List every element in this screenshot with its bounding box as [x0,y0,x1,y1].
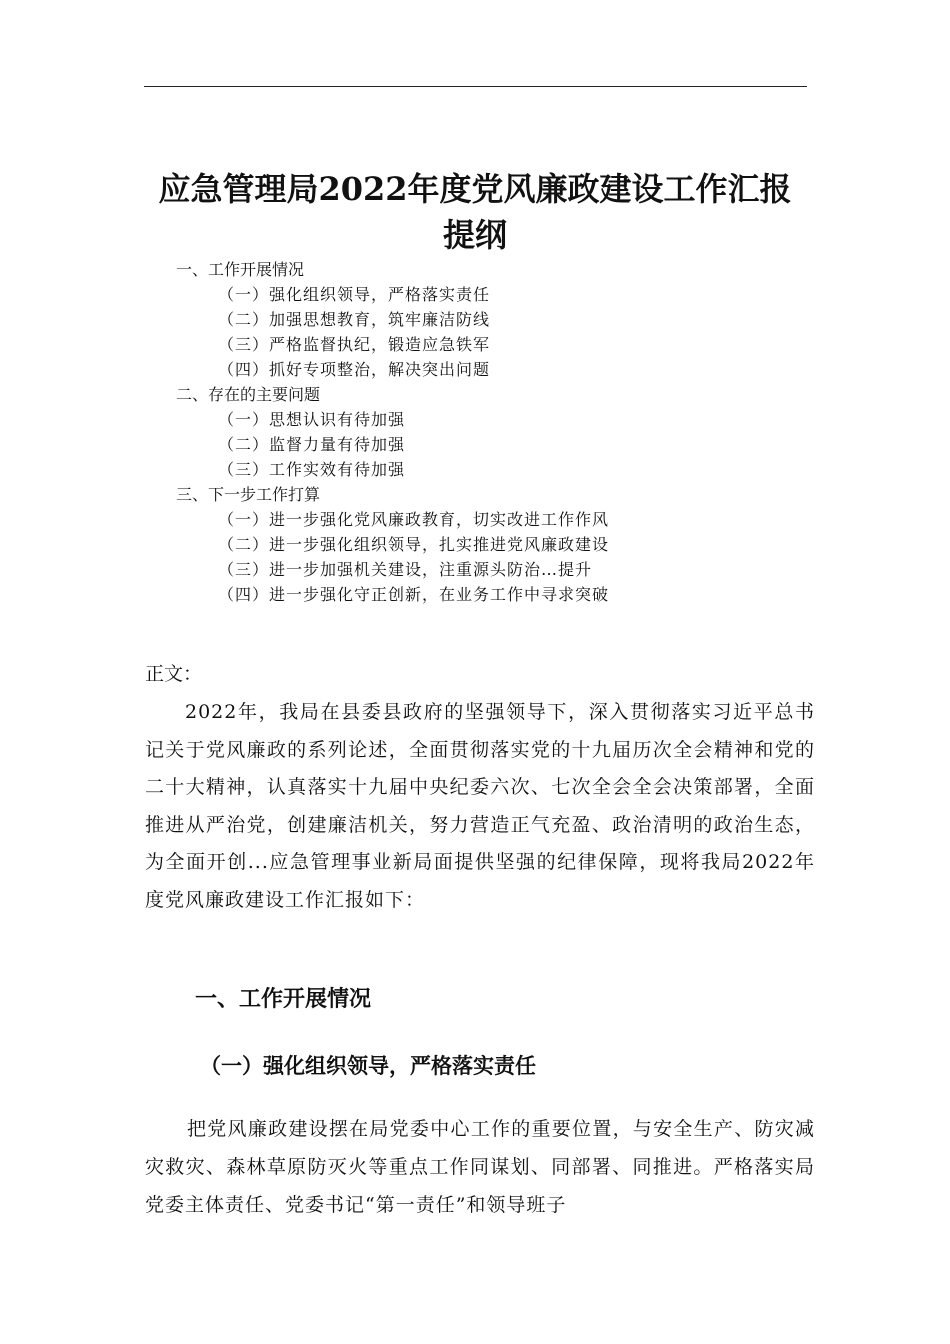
document-title-line2: 提纲 [442,216,507,254]
header-rule [144,86,807,87]
body-label: 正文： [145,663,203,685]
intro-paragraph: 2022年，我局在县委县政府的坚强领导下，深入贯彻落实习近平总书记关于党风廉政的系列论述，全面贯彻落实党的十九届历次全会精神和党的二十大精神，认真落实十九届中央纪委六次、七次全会全会决策部署，全面推进从严治党，创建廉洁机关，努力营造正气充盈、政治清明的政治生态，为全面开创...应急管理事业新局面提供坚强的纪律保障，现将我局2022年度党风廉政建设工作汇报如下： [145,701,815,911]
outline-item: （一）强化组织领导，严格落实责任 [218,285,491,304]
outline-item: （一）思想认识有待加强 [218,410,406,429]
outline-item: （二）监督力量有待加强 [218,435,406,454]
outline-section-heading: 二、存在的主要问题 [176,385,321,404]
outline-item: （一）进一步强化党风廉政教育，切实改进工作作风 [218,510,610,529]
outline-item: （三）工作实效有待加强 [218,460,406,479]
outline-item: （三）严格监督执纪，锻造应急铁军 [218,335,491,354]
document-title: 应急管理局2022年度党风廉政建设工作汇报 [158,170,792,208]
outline-section-heading: 三、下一步工作打算 [176,485,321,504]
outline-item: （四）进一步强化守正创新，在业务工作中寻求突破 [218,585,610,604]
outline-item: （三）进一步加强机关建设，注重源头防治…提升 [218,560,593,579]
outline-item: （四）抓好专项整治，解决突出问题 [218,360,491,379]
section-heading: 一、工作开展情况 [195,987,372,1012]
outline-item: （二）进一步强化组织领导，扎实推进党风廉政建设 [218,535,610,554]
outline-section-heading: 一、工作开展情况 [176,260,305,279]
outline-item: （二）加强思想教育，筑牢廉洁防线 [218,310,491,329]
outline [176,257,736,607]
subsection-paragraph: 把党风廉政建设摆在局党委中心工作的重要位置，与安全生产、防灾减灾救灾、森林草原防灭火等重点工作同谋划、同部署、同推进。严格落实局党委主体责任、党委书记“第一责任”和领导班子 [145,1118,815,1216]
subsection-heading: （一）强化组织领导，严格落实责任 [200,1053,536,1078]
